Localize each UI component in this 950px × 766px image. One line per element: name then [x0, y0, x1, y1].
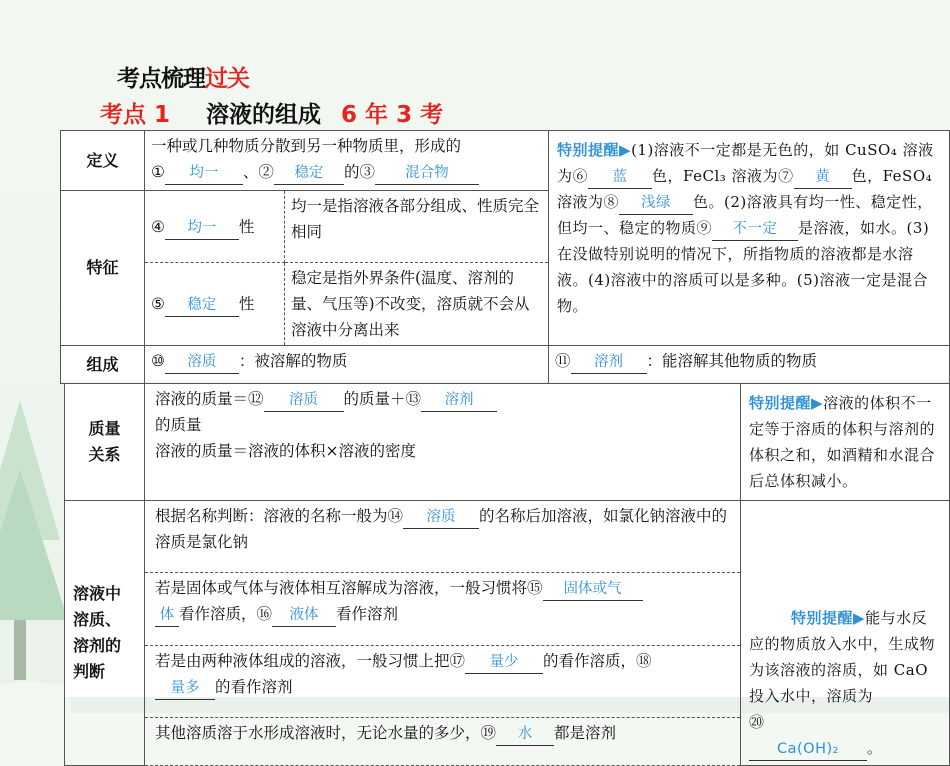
mass-relation-cell: 溶液的质量＝⑫ 溶质 的质量＋⑬ 溶剂 的质量 溶液的质量＝溶液的体积×溶液的密度 — [145, 384, 741, 501]
label-mass-relation: 质量 关系 — [65, 384, 145, 501]
blank-12: 溶质 — [264, 389, 344, 412]
label-judge: 溶液中溶质、溶剂的判断 — [65, 501, 145, 766]
blank-8: 浅绿 — [619, 192, 693, 215]
blank-3: 混合物 — [375, 162, 479, 185]
table-solution-mass — [64, 383, 950, 757]
title-part2: 过关 — [205, 66, 249, 92]
play-icon: ▶ — [853, 609, 866, 627]
note-cell-judge: 特别提醒▶能与水反应的物质放入水中，生成物为该溶液的溶质，如 CaO 投入水中，溶质为 ⑳ Ca(OH)₂ 。 — [741, 501, 950, 766]
judge-two-liquids: 若是由两种液体组成的溶液，一般习惯上把⑰ 量少 的看作溶质，⑱ 量多 的看作溶剂 — [145, 645, 741, 717]
composition-solvent: ⑪ 溶剂 ：能溶解其他物质的物质 — [549, 346, 950, 384]
blank-7: 黄 — [794, 166, 852, 189]
feature-stable: ⑤ 稳定 性 — [145, 263, 285, 346]
blank-4: 均一 — [165, 217, 239, 240]
blank-14: 溶质 — [403, 506, 479, 529]
exam-frequency: 6 年 3 考 — [341, 102, 444, 128]
title-part1: 考点梳理 — [117, 66, 205, 92]
snowy-tree-decoration — [0, 380, 70, 713]
blank-15b: 体 — [155, 604, 179, 627]
label-composition: 组成 — [61, 346, 145, 384]
tip-label: 特别提醒 — [557, 141, 620, 159]
blank-5: 稳定 — [165, 294, 239, 317]
blank-15a: 固体或气 — [543, 578, 643, 601]
blank-20: Ca(OH)₂ — [749, 738, 867, 761]
composition-solute: ⑩ 溶质 ：被溶解的物质 — [145, 346, 549, 384]
play-icon: ▶ — [811, 394, 824, 412]
blank-17: 量少 — [465, 651, 543, 674]
feature-uniform: ④ 均一 性 — [145, 191, 285, 263]
table-solution-definition — [60, 130, 950, 382]
section-number: 考点 1 — [100, 102, 171, 128]
play-icon: ▶ — [619, 141, 632, 159]
blank-16: 液体 — [272, 604, 336, 627]
judge-solid-gas: 若是固体或气体与液体相互溶解成为溶液，一般习惯将⑮ 固体或气 体 看作溶质，⑯ 液体 看作溶剂 — [145, 573, 741, 645]
label-features: 特征 — [61, 191, 145, 346]
feature-stable-desc: 稳定是指外界条件(温度、溶剂的量、气压等)不改变，溶质就不会从溶液中分离出来 — [285, 263, 549, 346]
note-cell-solution: 特别提醒▶(1)溶液不一定都是无色的，如 CuSO₄ 溶液为⑥ 蓝 色，FeCl₃ 溶液为⑦ 黄 色，FeSO₄ 溶液为⑧ 浅绿 色。(2)溶液具有均一性、稳定性，但均一、稳定的物质⑨ 不一定 是溶液，如水。(3)在没做特别说明的情况下，所指物质的溶液都是水溶液。(4)溶液中的溶质可以是多种。(5)溶液一定是混合物。 — [549, 131, 950, 346]
page-title — [117, 60, 249, 93]
judge-by-name: 根据名称判断：溶液的名称一般为⑭ 溶质 的名称后加溶液，如氯化钠溶液中的溶质是氯化钠 — [145, 501, 741, 573]
blank-10: 溶质 — [165, 351, 239, 374]
blank-13: 溶剂 — [421, 389, 497, 412]
feature-uniform-desc: 均一是指溶液各部分组成、性质完全相同 — [285, 191, 549, 263]
blank-9: 不一定 — [712, 218, 798, 241]
label-definition: 定义 — [61, 131, 145, 191]
section-topic: 溶液的组成 — [206, 102, 322, 128]
definition-cell: 一种或几种物质分散到另一种物质里，形成的 ① 均一 、② 稳定 的③ 混合物 — [145, 131, 549, 191]
blank-6: 蓝 — [588, 166, 652, 189]
blank-1: 均一 — [165, 162, 243, 185]
blank-18: 量多 — [155, 677, 215, 700]
note-cell-mass: 特别提醒▶溶液的体积不一定等于溶质的体积与溶剂的体积之和，如酒精和水混合后总体积减小。 — [741, 384, 950, 501]
blank-19: 水 — [496, 723, 554, 746]
blank-2: 稳定 — [274, 162, 344, 185]
section-heading — [100, 96, 443, 129]
judge-water: 其他溶质溶于水形成溶液时，无论水量的多少，⑲ 水 都是溶剂 — [145, 717, 741, 765]
blank-11: 溶剂 — [571, 351, 647, 374]
